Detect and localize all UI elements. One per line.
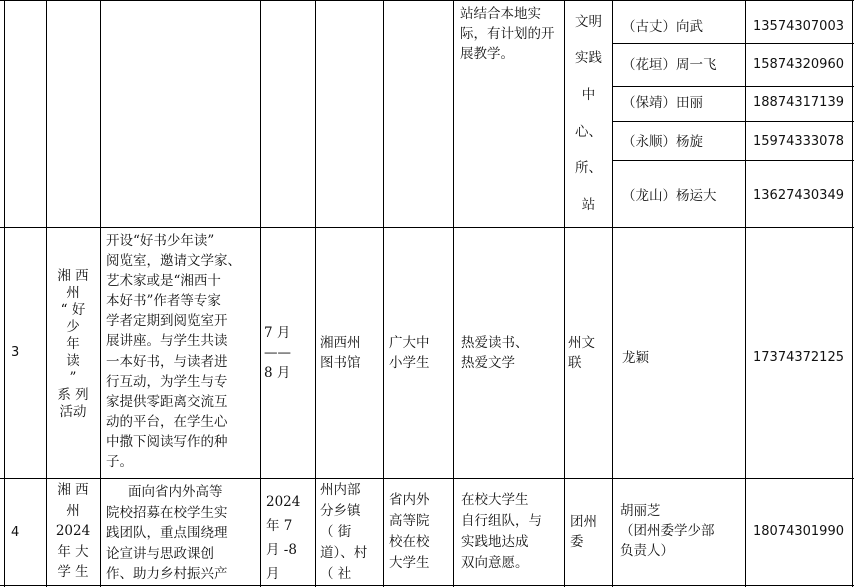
row4-time-cell [266, 490, 314, 586]
row3-content-line: 本好书”作者等专家 [106, 293, 221, 310]
row4-number: 4 [11, 525, 20, 540]
prev-contact-name: （保靖）田丽 [622, 95, 703, 111]
row4-target-line: 高等院 [389, 513, 430, 529]
prev-org-char: 实践 [575, 50, 602, 66]
row4-target-cell [389, 490, 451, 574]
row3-title-line: 系 列 [57, 387, 89, 403]
prev-org-char: 中 [581, 87, 596, 103]
row3-target-line: 小学生 [389, 355, 430, 371]
prev-method-cell [460, 4, 560, 64]
prev-contact-phone: 15974333078 [753, 134, 844, 149]
row4-title-line: 州 [66, 502, 80, 519]
row3-place-line: 图书馆 [320, 355, 361, 371]
row3-place-cell [320, 333, 382, 373]
row3-title-line: 州 [66, 285, 80, 301]
row4-title-line: 学 生 [57, 564, 89, 580]
row4-contact-cell [620, 501, 744, 561]
prev-contact-name: （龙山）杨运大 [622, 188, 717, 204]
row4-title-line: 湘 西 [57, 482, 89, 498]
row3-target-line: 广大中 [389, 335, 430, 351]
row3-method-line: 热爱文学 [461, 355, 515, 371]
row3-contact: 龙颖 [622, 350, 649, 366]
row3-content-line: 动的平台，在学生心 [106, 413, 228, 430]
row3-content-line: 中撒下阅读写作的种 [106, 433, 228, 450]
prev-org-cell [565, 10, 612, 229]
row3-time-line: —— [264, 345, 291, 361]
row4-content-line: 作、助力乡村振兴产 [106, 566, 228, 582]
row3-org-line: 联 [568, 355, 582, 371]
row3-org-line: 州文 [568, 335, 595, 351]
row3-org-cell [568, 333, 612, 373]
row4-method-cell [461, 490, 563, 574]
row4-target-line: 大学生 [389, 555, 430, 571]
row4-content-line: 论宣讲与思政课创 [106, 545, 214, 562]
row4-place-line: （ 社 [320, 566, 352, 582]
row4-org-line: 团州 [570, 514, 597, 530]
row3-content-line: 开设“好书少年读” [106, 233, 215, 249]
row3-time-cell [264, 323, 314, 383]
row4-target-line: 校在校 [389, 534, 430, 550]
prev-contact-phone: 15874320960 [753, 57, 844, 72]
row4-method-line: 在校大学生 [461, 492, 529, 508]
row4-content-cell [106, 482, 258, 585]
row4-org-cell [570, 512, 612, 552]
row3-content-cell [106, 231, 258, 472]
row3-phone: 17374372125 [753, 350, 844, 365]
row4-content-line: 面向省内外高等 [128, 484, 223, 500]
row3-title-line: 湘 西 [57, 268, 89, 284]
row3-content-line: 学者定期到阅览室开 [106, 313, 228, 330]
row3-time-line: 7 月 [264, 325, 291, 341]
row4-content-line: 践团队，重点围绕理 [106, 525, 228, 541]
prev-org-char: 文明 [575, 14, 602, 30]
row3-title-line: 年 [66, 336, 80, 352]
row3-method-cell [461, 333, 563, 373]
row3-title-cell [50, 268, 96, 421]
row3-title-line: 读 [66, 353, 80, 369]
row4-time-line: 月 [266, 566, 280, 582]
prev-contact-phone: 13627430349 [753, 188, 844, 203]
prev-contact-name: （永顺）杨旋 [622, 134, 703, 150]
row4-method-line: 双向意愿。 [461, 555, 529, 571]
row3-content-line: 行互动，为学生与专 [106, 373, 228, 390]
row4-org-line: 委 [570, 534, 584, 550]
row3-content-line: 家提供零距离交流互 [106, 393, 228, 410]
row3-title-line: 活动 [59, 404, 87, 420]
row4-place-line: 道）、村 [320, 545, 368, 561]
row3-content-line: 艺术家或是“湘西十 [106, 273, 221, 290]
prev-org-char: 心、 [575, 124, 602, 140]
row4-time-line: 月 -8 [266, 542, 297, 558]
row4-method-line: 实践地达成 [461, 534, 529, 550]
row4-target-line: 省内外 [389, 492, 430, 508]
row4-title-line: 2024 [55, 523, 91, 539]
row3-content-line: 一本好书，与读者进 [106, 353, 228, 370]
row4-title-line: 年 大 [57, 543, 89, 560]
row3-content-line: 阅览室，邀请文学家、 [106, 253, 241, 270]
row4-contact-line: 负责人） [620, 543, 674, 559]
row4-place-line: 分乡镇 [320, 503, 361, 519]
row4-contact-line: （团州委学少部 [620, 523, 715, 539]
row3-title-line: 少 [66, 319, 80, 335]
row3-title-line: ” [69, 370, 77, 386]
row3-time-line: 8 月 [264, 365, 291, 381]
row4-place-line: 州内部 [320, 482, 361, 498]
row4-time-line: 2024 [266, 494, 301, 510]
row4-method-line: 自行组队，与 [461, 513, 542, 529]
row4-time-line: 年 7 [266, 518, 293, 534]
row3-method-line: 热爱读书、 [461, 335, 529, 351]
row3-title-line: “ 好 [60, 302, 86, 318]
row4-title-cell [50, 480, 96, 583]
row3-number: 3 [11, 345, 20, 360]
row4-content-line: 院校招募在校学生实 [106, 504, 228, 521]
prev-method-text: 站结合本地实际，有计划的开展教学。 [460, 6, 555, 62]
row4-place-line: （ 街 [320, 524, 352, 540]
row3-content-line: 子。 [106, 454, 133, 471]
prev-contact-name: （花垣）周一飞 [622, 57, 717, 73]
row4-phone: 18074301990 [753, 524, 844, 539]
row3-target-cell [389, 333, 451, 373]
row3-place-line: 湘西州 [320, 335, 361, 351]
prev-org-char: 站 [581, 197, 596, 213]
prev-org-char: 所、 [575, 160, 602, 176]
prev-contact-name: （古丈）向武 [622, 19, 703, 35]
row3-content-line: 展讲座。与学生共读 [106, 333, 228, 350]
row4-contact-line: 胡丽芝 [620, 503, 661, 519]
prev-contact-phone: 13574307003 [753, 19, 844, 34]
prev-contact-phone: 18874317139 [753, 95, 844, 110]
row4-place-cell [320, 480, 382, 585]
